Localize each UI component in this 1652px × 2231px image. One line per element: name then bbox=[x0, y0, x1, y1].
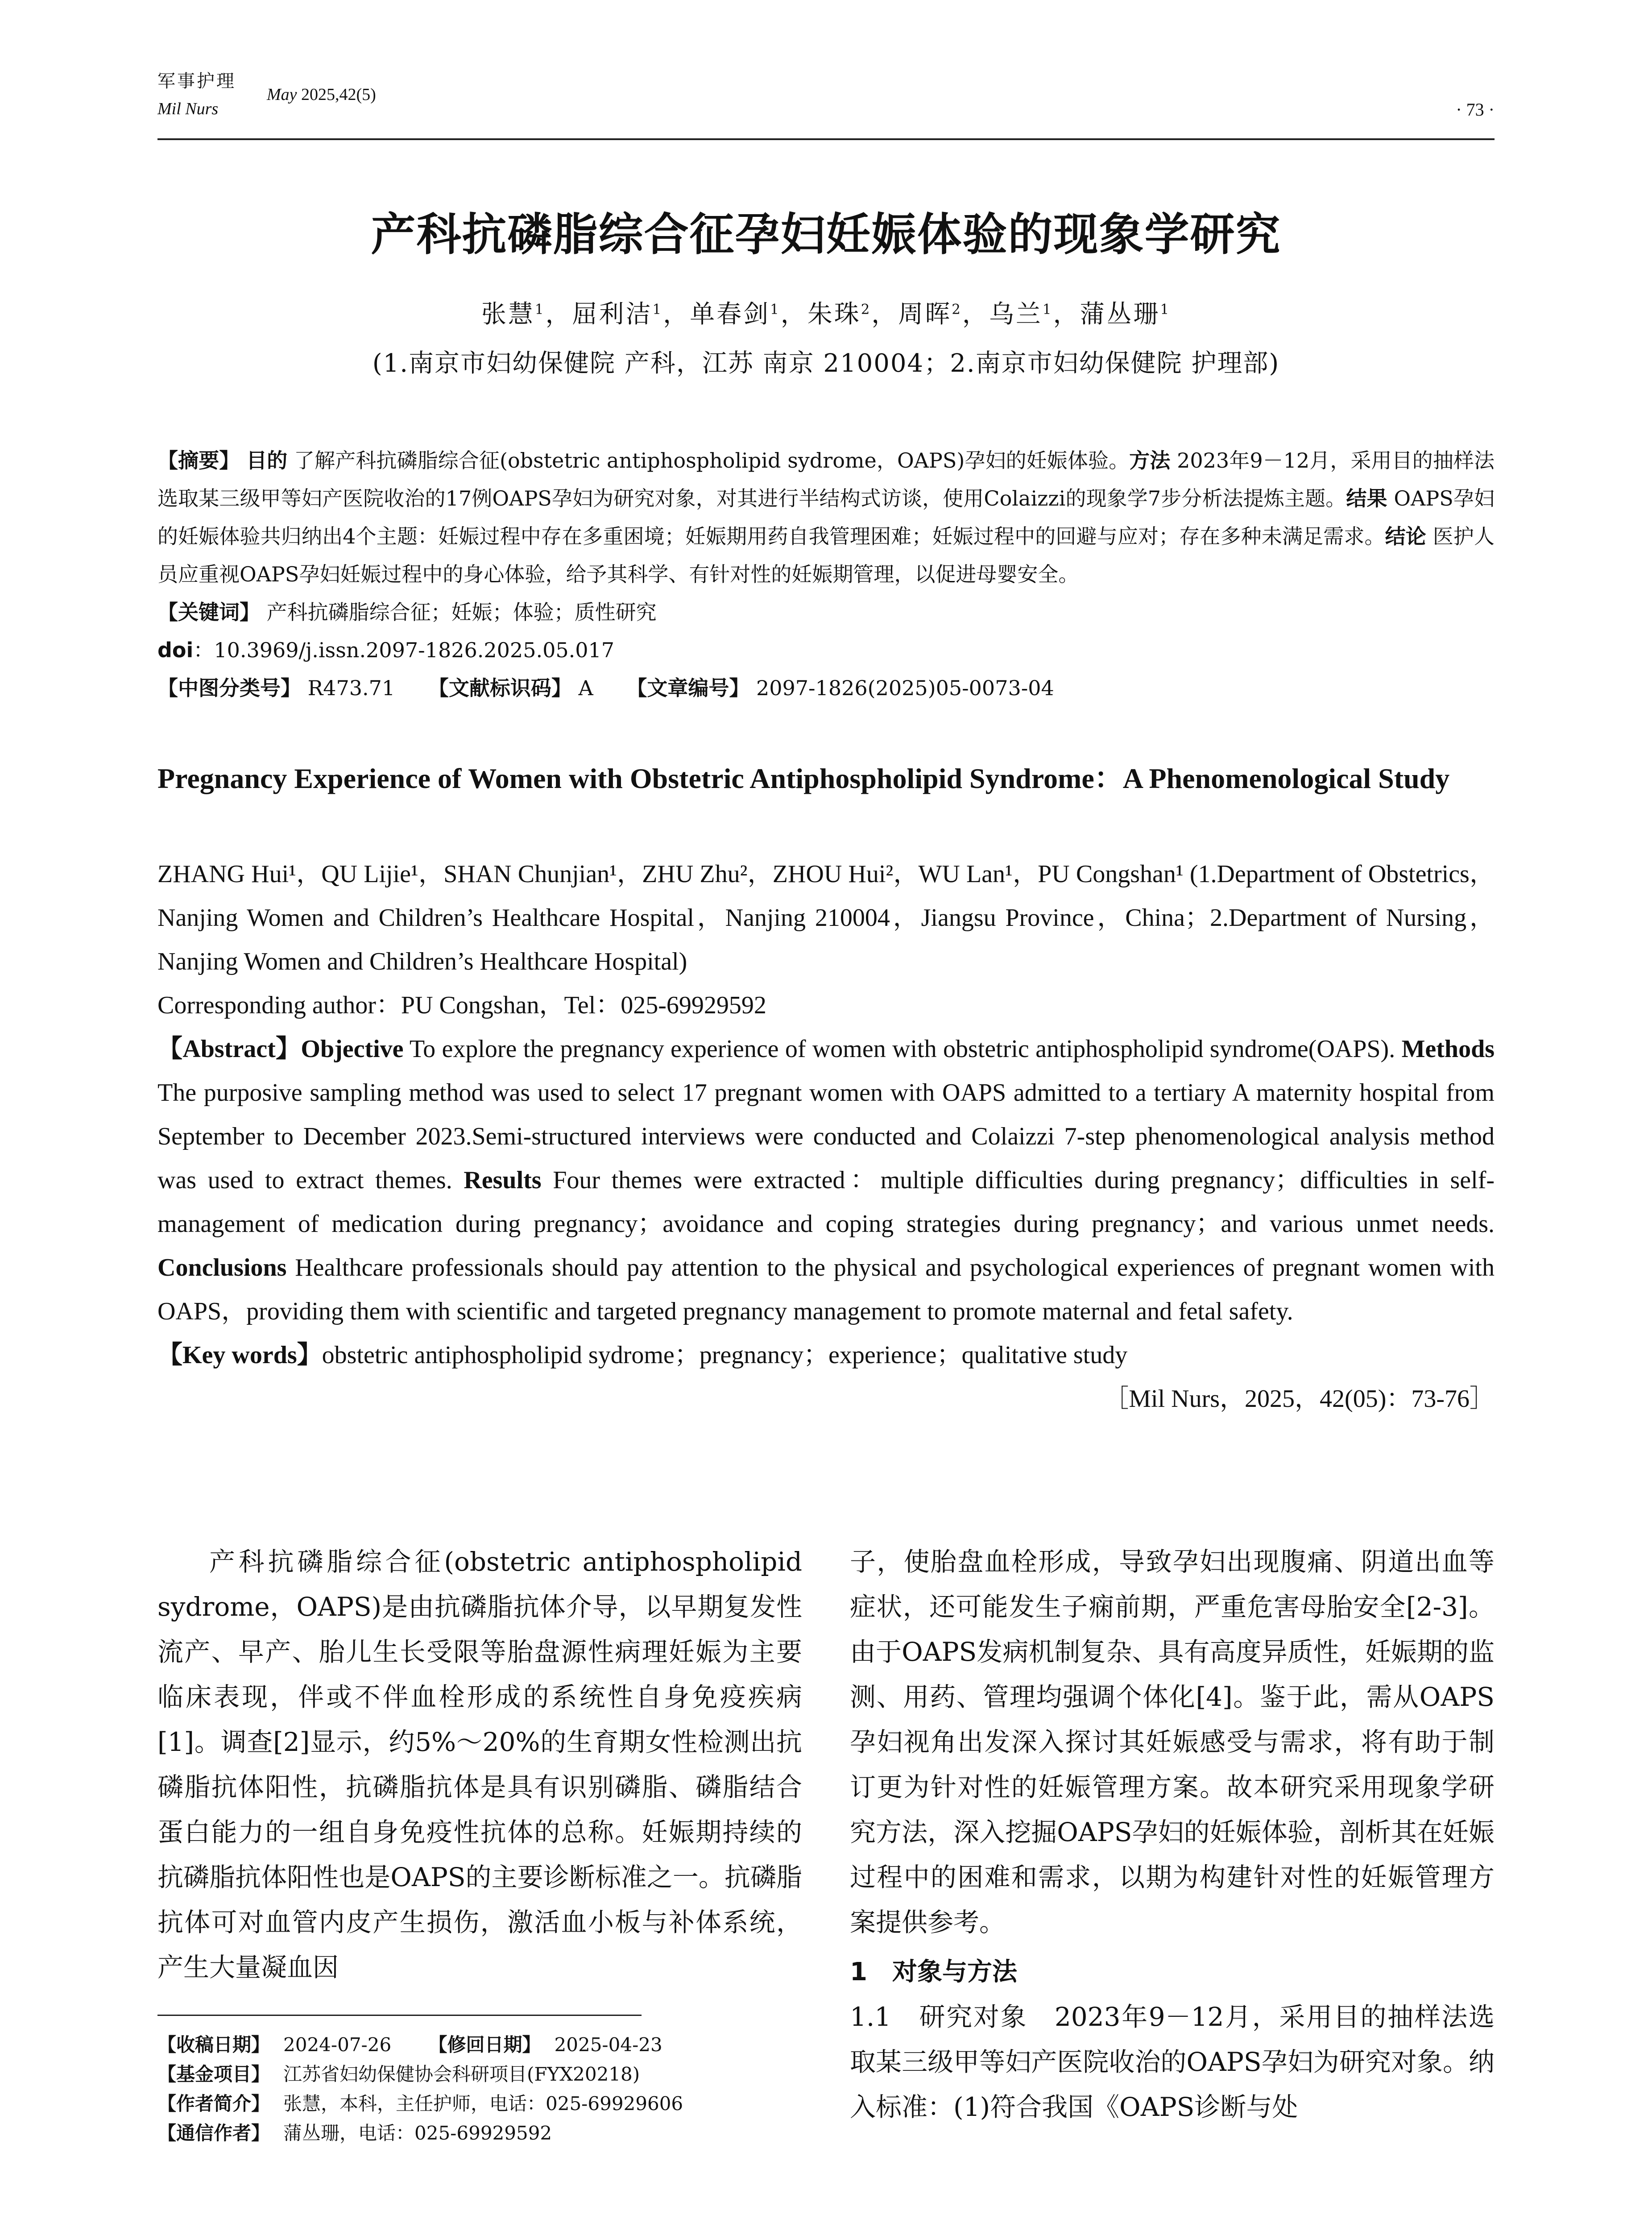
en-abstract-label: 【Abstract】 bbox=[157, 1035, 301, 1063]
footnote-rule bbox=[157, 2015, 642, 2016]
cn-abstract-block bbox=[157, 442, 1495, 707]
clc-value: R473.71 bbox=[307, 676, 395, 700]
journal-name-en: Mil Nurs bbox=[157, 100, 219, 118]
cn-objective-text: 了解产科抗磷脂综合征(obstetric antiphospholipid sydrome，OAPS)孕妇的妊娠体验。 bbox=[294, 448, 1130, 473]
en-results-text: Four themes were extracted：multiple difficulties during pregnancy；difficulties in self-management of medication during pregnancy；avoidance and coping strategies during pregnancy；and various unmet needs. bbox=[157, 1166, 1495, 1238]
doc-code-label: 【文献标识码】 bbox=[428, 676, 572, 700]
author-affil-mark: 1 bbox=[770, 301, 781, 318]
en-results-label: Results bbox=[464, 1166, 542, 1194]
doi-line bbox=[157, 631, 1495, 669]
subsection-paragraph: 1.1 研究对象 2023年9－12月，采用目的抽样法选取某三级甲等妇产医院收治的OAPS孕妇为研究对象。纳入标准：(1)符合我国《OAPS诊断与处 bbox=[850, 2002, 1495, 2122]
section-heading: 1 对象与方法 bbox=[850, 1957, 1017, 1986]
footnote-corresponding bbox=[157, 2119, 683, 2148]
author-name: ，屈利洁 bbox=[545, 300, 653, 329]
english-title: Pregnancy Experience of Women with Obstetric Antiphospholipid Syndrome：A Phenomenological Study bbox=[157, 763, 1450, 794]
affiliation: (1.南京市妇幼保健院 产科，江苏 南京 210004；2.南京市妇幼保健院 护理部) bbox=[372, 349, 1280, 378]
author-name: ，周晖 bbox=[871, 300, 952, 329]
cn-conclusion-label: 结论 bbox=[1385, 524, 1426, 548]
author-name: ，乌兰 bbox=[962, 300, 1043, 329]
doi-label: doi bbox=[157, 638, 194, 662]
issue-month: May bbox=[267, 85, 297, 104]
corr-value: 蒲丛珊，电话：025-69929592 bbox=[283, 2122, 552, 2144]
footnote-received bbox=[157, 2030, 683, 2060]
footnote-author bbox=[157, 2089, 683, 2119]
en-abstract-block bbox=[157, 852, 1495, 1421]
en-abstract bbox=[157, 1027, 1495, 1333]
author-affil-mark: 2 bbox=[952, 301, 962, 318]
author-affil-mark: 1 bbox=[1160, 301, 1171, 318]
classification-line bbox=[157, 669, 1495, 707]
en-conclusions-text: Healthcare professionals should pay attention to the physical and psychological experiences of pregnant women with OAPS，providing them with scientific and targeted pregnancy management to promote maternal and fetal safety. bbox=[157, 1254, 1495, 1325]
cn-methods-label: 方法 bbox=[1129, 448, 1171, 473]
issue-volume: 2025,42(5) bbox=[297, 85, 376, 104]
body-left-column bbox=[157, 1539, 802, 1990]
citation: ［Mil Nurs，2025，42(05)：73-76］ bbox=[1104, 1385, 1495, 1413]
author-bio-value: 张慧，本科，主任护师，电话：025-69929606 bbox=[283, 2093, 683, 2115]
cn-abstract bbox=[157, 442, 1495, 593]
en-methods-label: Methods bbox=[1401, 1035, 1495, 1063]
en-objective-text: To explore the pregnancy experience of women with obstetric antiphospholipid syndrome(OAPS). bbox=[409, 1035, 1395, 1063]
en-keywords-text: obstetric antiphospholipid sydrome；pregnancy；experience；qualitative study bbox=[322, 1341, 1128, 1369]
cn-methods-text: 2023年9－12月，采用目的抽样法选取某三级甲等妇产医院收治的17例OAPS孕妇为研究对象，对其进行半结构式访谈，使用Colaizzi的现象学7步分析法提炼主题。 bbox=[157, 448, 1495, 510]
received-label: 【收稿日期】 bbox=[157, 2034, 270, 2056]
corr-label: 【通信作者】 bbox=[157, 2122, 270, 2144]
header-rule bbox=[157, 138, 1495, 140]
author-list bbox=[157, 294, 1495, 330]
en-keywords bbox=[157, 1333, 1495, 1377]
footnotes bbox=[157, 2030, 683, 2148]
doc-code-value: A bbox=[578, 676, 593, 700]
author-name: ，蒲丛珊 bbox=[1053, 300, 1160, 329]
received-date: 2024-07-26 bbox=[283, 2034, 392, 2056]
intro-paragraph: 产科抗磷脂综合征(obstetric antiphospholipid sydrome，OAPS)是由抗磷脂抗体介导，以早期复发性流产、早产、胎儿生长受限等胎盘源性病理妊娠为主要临床表现，伴或不伴血栓形成的系统性自身免疫疾病[1]。调查[2]显示，约5%～20%的生育期女性检测出抗磷脂抗体阳性，抗磷脂抗体是具有识别磷脂、磷脂结合蛋白能力的一组自身免疫性抗体的总称。妊娠期持续的抗磷脂抗体阳性也是OAPS的主要诊断标准之一。抗磷脂抗体可对血管内皮产生损伤，激活血小板与补体系统，产生大量凝血因 bbox=[157, 1547, 802, 1982]
author-bio-label: 【作者简介】 bbox=[157, 2093, 270, 2115]
cn-abstract-label: 【摘要】 bbox=[157, 448, 240, 473]
footnote-fund bbox=[157, 2060, 683, 2089]
clc-label: 【中图分类号】 bbox=[157, 676, 301, 700]
author-affil-mark: 2 bbox=[861, 301, 872, 318]
author-name: ，朱珠 bbox=[780, 300, 861, 329]
author-name: 张慧 bbox=[481, 300, 535, 329]
en-methods-text: The purposive sampling method was used to select 17 pregnant women with OAPS admitted to a tertiary A maternity hospital from September to December 2023.Semi-structured interviews were conducted and Colaizzi 7-step phenomenological analysis method was used to extract themes. bbox=[157, 1079, 1495, 1194]
fund-label: 【基金项目】 bbox=[157, 2063, 270, 2085]
cn-conclusion-text: 医护人员应重视OAPS孕妇妊娠过程中的身心体验，给予其科学、有针对性的妊娠期管理，以促进母婴安全。 bbox=[157, 524, 1495, 586]
issue-info bbox=[267, 85, 376, 104]
en-keywords-label: 【Key words】 bbox=[157, 1341, 322, 1369]
cn-objective-label: 目的 bbox=[246, 448, 288, 473]
en-conclusions-label: Conclusions bbox=[157, 1254, 287, 1281]
revised-date: 2025-04-23 bbox=[554, 2034, 662, 2056]
author-name: ，单春剑 bbox=[663, 300, 770, 329]
cn-results-label: 结果 bbox=[1346, 486, 1387, 510]
fund-value: 江苏省妇幼保健协会科研项目(FYX20218) bbox=[283, 2063, 640, 2085]
author-affil-mark: 1 bbox=[1042, 301, 1053, 318]
article-no-value: 2097-1826(2025)05-0073-04 bbox=[756, 676, 1054, 700]
page-number: · 73 · bbox=[1456, 100, 1495, 120]
author-affil-mark: 1 bbox=[534, 301, 546, 318]
cn-keywords-text: 产科抗磷脂综合征；妊娠；体验；质性研究 bbox=[266, 600, 657, 624]
author-affil-mark: 1 bbox=[652, 301, 663, 318]
article-title: 产科抗磷脂综合征孕妇妊娠体验的现象学研究 bbox=[371, 208, 1281, 261]
en-objective-label: Objective bbox=[301, 1035, 404, 1063]
doi-link[interactable]: ：10.3969/j.issn.2097-1826.2025.05.017 bbox=[193, 638, 615, 662]
journal-name-cn: 军事护理 bbox=[157, 71, 236, 91]
revised-label: 【修回日期】 bbox=[428, 2034, 541, 2056]
intro-paragraph-continued: 子，使胎盘血栓形成，导致孕妇出现腹痛、阴道出血等症状，还可能发生子痫前期，严重危害母胎安全[2-3]。由于OAPS发病机制复杂、具有高度异质性，妊娠期的监测、用药、管理均强调个体化[4]。鉴于此，需从OAPS孕妇视角出发深入探讨其妊娠感受与需求，将有助于制订更为针对性的妊娠管理方案。故本研究采用现象学研究方法，深入挖掘OAPS孕妇的妊娠体验，剖析其在妊娠过程中的困难和需求，以期为构建针对性的妊娠管理方案提供参考。 bbox=[850, 1547, 1495, 1937]
cn-keywords-label: 【关键词】 bbox=[157, 600, 260, 624]
article-no-label: 【文章编号】 bbox=[626, 676, 750, 700]
en-authors: ZHANG Hui¹，QU Lijie¹，SHAN Chunjian¹，ZHU Zhu²，ZHOU Hui²，WU Lan¹，PU Congshan¹ (1.Department of Obstetrics，Nanjing Women and Children’s Healthcare Hospital，Nanjing 210004，Jiangsu Province，China；2.Department of Nursing，Nanjing Women and Children’s Healthcare Hospital) bbox=[157, 860, 1495, 975]
body-right-column bbox=[850, 1539, 1495, 2130]
corresponding-author: Corresponding author：PU Congshan，Tel：025-69929592 bbox=[157, 991, 766, 1019]
cn-keywords bbox=[157, 593, 1495, 631]
cn-results-text: OAPS孕妇的妊娠体验共归纳出4个主题：妊娠过程中存在多重困境；妊娠期用药自我管理困难；妊娠过程中的回避与应对；存在多种未满足需求。 bbox=[157, 486, 1495, 548]
